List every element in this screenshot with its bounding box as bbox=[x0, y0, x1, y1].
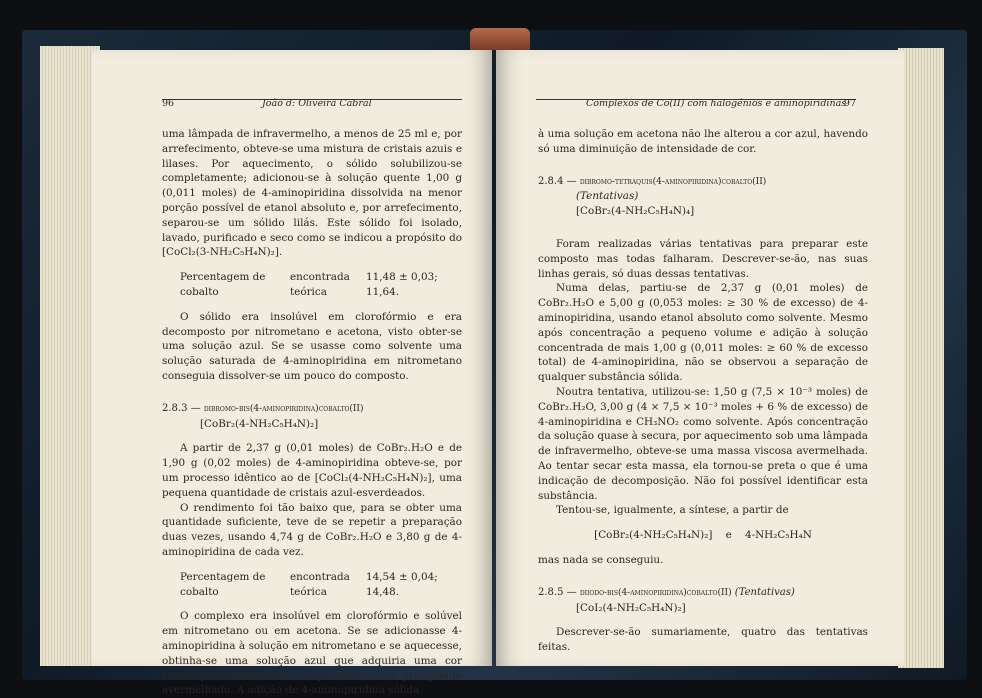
section-heading bbox=[162, 402, 462, 417]
paragraph: à uma solução em acetona não lhe alterou a cor azul, havendo só uma diminuição de intensidade de cor. bbox=[538, 128, 868, 155]
table-key: encontrada bbox=[290, 271, 350, 284]
section-formula: [CoBr₂(4-NH₂C₅H₄N)₄] bbox=[576, 205, 695, 218]
reactant-formula: 4-NH₂C₅H₄N bbox=[744, 529, 812, 542]
right-page-stack bbox=[898, 48, 944, 668]
right-page bbox=[496, 50, 904, 666]
right-running-header bbox=[536, 97, 856, 109]
table-label: Percentagem de cobalto bbox=[180, 570, 266, 598]
conjunction: e bbox=[725, 529, 732, 542]
paragraph: O rendimento foi tão baixo que, para se obter uma quantidade suficiente, teve de se repetir a preparação duas vezes, usando 4,74 g de CoBr₂.H₂O e 3,80 g de 4-aminopiridina de cada vez. bbox=[162, 501, 462, 558]
left-page-stack bbox=[40, 46, 100, 666]
section-note: (Tentativas) bbox=[734, 586, 795, 598]
page-number: 96 bbox=[162, 98, 175, 109]
result-table bbox=[180, 570, 462, 600]
section-number: 2.8.5 — bbox=[538, 586, 577, 598]
table-key: teórica bbox=[290, 585, 327, 598]
right-page-body bbox=[538, 127, 868, 655]
table-key: encontrada bbox=[290, 570, 350, 583]
section-title: dibromo-bis(4-aminopiridina)cobalto(II) bbox=[203, 403, 364, 414]
section-title: diiodo-bis(4-aminopiridina)cobalto(II) bbox=[579, 587, 732, 598]
running-head: João d: Oliveira Cabral bbox=[262, 98, 372, 109]
table-value: 14,48. bbox=[366, 585, 400, 598]
reactant-formula: [CoBr₂(4-NH₂C₅H₄N)₂] bbox=[594, 529, 713, 542]
section-title: dibromo-tetraquis(4-aminopiridina)cobalto(II) bbox=[579, 176, 767, 187]
table-value: 14,54 ± 0,04; bbox=[366, 570, 438, 583]
section-heading bbox=[538, 586, 868, 601]
table-key: teórica bbox=[290, 285, 327, 298]
book-spine bbox=[470, 28, 530, 50]
section-heading bbox=[538, 175, 868, 190]
paragraph: Foram realizadas várias tentativas para preparar este composto mas todas falharam. Descrever-se-ão, nas suas linhas gerais, só duas dessas tentativas. bbox=[538, 237, 868, 280]
section-formula: [CoI₂(4-NH₂C₅H₄N)₂] bbox=[576, 601, 686, 614]
left-running-header bbox=[162, 97, 462, 109]
equation bbox=[538, 528, 868, 543]
section-formula: [CoBr₂(4-NH₂C₅H₄N)₂] bbox=[200, 417, 319, 430]
section-note: (Tentativas) bbox=[576, 190, 639, 203]
paragraph: Tentou-se, igualmente, a síntese, a partir de bbox=[556, 504, 789, 517]
paragraph: O sólido era insolúvel em clorofórmio e era decomposto por nitrometano e acetona, visto obter-se uma solução azul. Se se usasse como solvente uma solução saturada de 4-aminopiridina em nitrometano conseguia dissolver-se um pouco do composto. bbox=[162, 310, 462, 382]
paragraph: A partir de 2,37 g (0,01 moles) de CoBr₂.H₂O e de 1,90 g (0,02 moles) de 4-aminopiridina obteve-se, por um processo idêntico ao de [CoCl₂(4-NH₂C₅H₄N)₂], uma pequena quantidade de cristais azul-esverdeados. bbox=[162, 442, 462, 499]
page-number: 97 bbox=[843, 98, 856, 109]
left-page bbox=[92, 50, 492, 697]
paragraph: Numa delas, partiu-se de 2,37 g (0,01 moles) de CoBr₂.H₂O e 5,00 g (0,053 moles: ≥ 30 % de excesso) de 4-aminopiridina, usando etanol absoluto como solvente. Mesmo após concentração a pequeno volume e adição à solução concentrada de mais 1,00 g (0,011 moles: ≥ 60 % de excesso total) de 4-aminopiridina, não se observou a separação de qualquer substância sólida. bbox=[538, 282, 868, 384]
left-page-body bbox=[162, 127, 462, 698]
paragraph: O complexo era insolúvel em clorofórmio e solúvel em nitrometano ou em acetona. Se se adicionasse 4-aminopiridina à solução em nitrometano e se aquecesse, obtinha-se uma solução azul que adquiria uma cor vinosa por arrefecimento, separando-se um precipitado avermelhado. A adição de 4-aminopiridina sólida bbox=[162, 610, 462, 697]
running-head: Complexos de Co(II) com halogénios e aminopiridinas bbox=[586, 98, 847, 109]
paragraph: Descrever-se-ão sumariamente, quatro das tentativas feitas. bbox=[538, 626, 868, 654]
section-number: 2.8.4 — bbox=[538, 175, 577, 187]
result-table bbox=[180, 270, 462, 300]
table-value: 11,48 ± 0,03; bbox=[366, 271, 438, 284]
table-value: 11,64. bbox=[366, 285, 400, 298]
paragraph: mas nada se conseguiu. bbox=[538, 553, 664, 566]
paragraph: uma lâmpada de infravermelho, a menos de 25 ml e, por arrefecimento, obteve-se uma mistura de cristais azuis e lilases. Por aquecimento, o sólido solubilizou-se completamente; adicionou-se à solução quente 1,00 g (0,011 moles) de 4-aminopiridina dissolvida na menor porção possível de etanol absoluto e, por arrefecimento, separou-se um sólido lilás. Este sólido foi isolado, lavado, purificado e seco como se indicou a propósito do [CoCl₂(3-NH₂C₅H₄N)₂]. bbox=[162, 128, 462, 259]
table-label: Percentagem de cobalto bbox=[180, 271, 266, 298]
section-number: 2.8.3 — bbox=[162, 402, 201, 414]
paragraph: Noutra tentativa, utilizou-se: 1,50 g (7,5 × 10⁻³ moles) de CoBr₂.H₂O, 3,00 g (4 × 7,5 × 10⁻³ moles + 6 % de excesso) de 4-aminopiridina e CH₃NO₂ como solvente. Após concentração da solução quase à secura, por aquecimento sob uma lâmpada de infravermelho, obteve-se uma massa viscosa avermelhada. Ao tentar secar esta massa, ela tornou-se preta o que é uma indicação de decomposição. Não foi possível identificar esta substância. bbox=[538, 385, 868, 502]
